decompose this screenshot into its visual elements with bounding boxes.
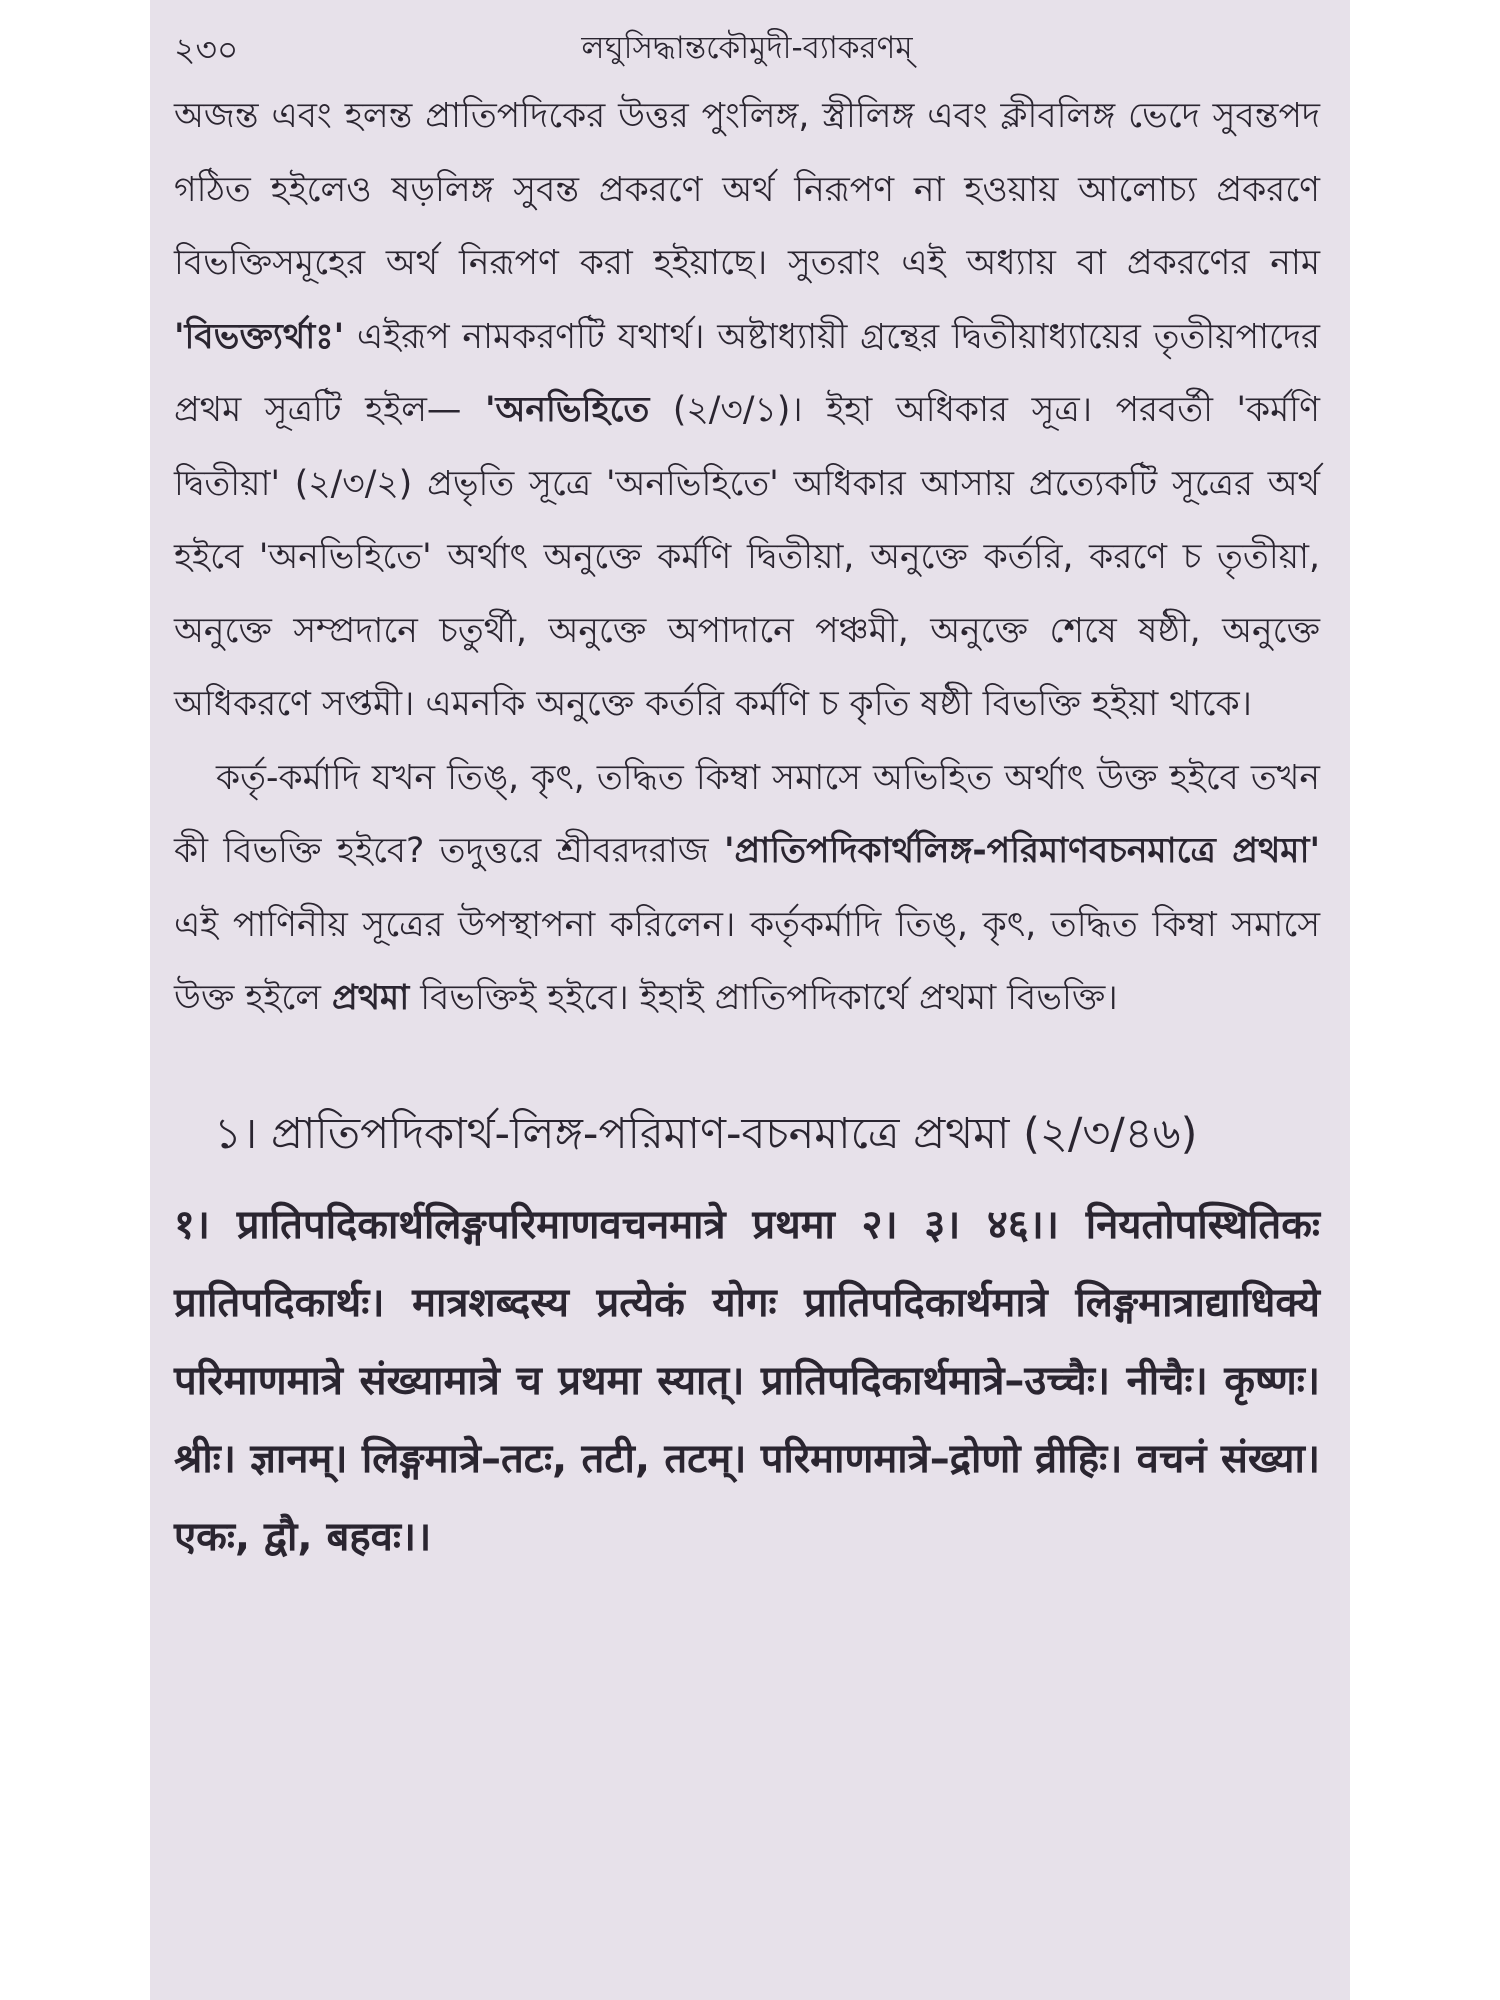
running-title: লঘুসিদ্ধান্তকৌমুদী-ব্যাকরণম্ [581,30,913,66]
paragraph-intro-text-1: অজন্ত এবং হলন্ত প্রাতিপদিকের উত্তর পুংলিঙ্গ, স্ত্রীলিঙ্গ এবং ক্লীবলিঙ্গ ভেদে সুবন্তপদ গঠিত হইলেও ষড়লিঙ্গ সুবন্ত প্রকরণে অর্থ নিরূপণ না হওয়ায় আলোচ্য প্রকরণে বিভক্তিসমূহের অর্থ নিরূপণ করা হইয়াছে। সুতরাং এই অধ্যায় বা প্রকরণের নাম [174,96,1320,283]
page-number: ২৩০ [174,30,239,69]
paragraph-explanation-text-3: বিভক্তিই হইবে। ইহাই প্রাতিপদিকার্থে প্রথমা বিভক্তি। [409,978,1118,1018]
sutra-heading: ১। প্রাতিপদিকার্থ-লিঙ্গ-পরিমাণ-বচনমাত্রে প্রথমা (২/৩/৪৬) [214,1108,1198,1159]
paragraph-intro-text-2: এইরূপ নামকরণটি যথার্থ। অষ্টাধ্যায়ী গ্রন্থের দ্বিতীয়াধ্যায়ের তৃতীয়পাদের প্রথম সূত্রটি হইল— [174,316,1320,430]
sanskrit-commentary: १। प्रातिपदिकार्थलिङ्गपरिमाणवचनमात्रे प्रथमा २। ३। ४६।। नियतोपस्थितिकः प्रातिपदिकार्थः। मात्रशब्दस्य प्रत्येकं योगः प्रातिपदिकार्थमात्रे लिङ्गमात्राद्याधिक्ये परिमाणमात्रे संख्यामात्रे च प्रथमा स्यात्। प्रातिपदिकार्थमात्रे–उच्चैः। नीचैः। कृष्णः। श्रीः। ज्ञानम्। लिङ्गमात्रे–तटः, तटी, तटम्। परिमाणमात्रे–द्रोणो व्रीहिः। वचनं संख्या। एकः, द्वौ, बहवः।। [174,1201,1320,1560]
paragraph-explanation-bold-1: 'প্রাতিপদিকার্থলিঙ্গ-পরিমাণবচনমাত্রে প্রথমা' [723,831,1321,871]
paragraph-explanation [174,742,1320,1036]
paragraph-explanation-text-1: কর্তৃ-কর্মাদি যখন তিঙ্, কৃৎ, তদ্ধিত কিম্বা সমাসে অভিহিত অর্থাৎ উক্ত হইবে তখন কী বিভক্তি হইবে? তদুত্তরে শ্রীবরদরাজ [174,757,1320,871]
paragraph-explanation-text-2: এই পাণিনীয় সূত্রের উপস্থাপনা করিলেন। কর্তৃকর্মাদি তিঙ্, কৃৎ, তদ্ধিত কিম্বা সমাসে উক্ত হইলে [174,904,1320,1018]
page-header [174,20,1320,80]
paragraph-intro-bold-1: 'বিভক্ত্যর্থাঃ' [174,316,345,357]
paragraph-intro-text-3: (২/৩/১)। ইহা অধিকার সূত্র। পরবর্তী 'কর্মণি দ্বিতীয়া' (২/৩/২) প্রভৃতি সূত্রে 'অনভিহিতে' অধিকার আসায় প্রত্যেকটি সূত্রের অর্থ হইবে 'অনভিহিতে' অর্থাৎ অনুক্তে কর্মণি দ্বিতীয়া, অনুক্তে কর্তরি, করণে চ তৃতীয়া, অনুক্তে সম্প্রদানে চতুর্থী, অনুক্তে অপাদানে পঞ্চমী, অনুক্তে শেষে ষষ্ঠী, অনুক্তে অধিকরণে সপ্তমী। এমনকি অনুক্তে কর্তরি কর্মণি চ কৃতি ষষ্ঠী বিভক্তি হইয়া থাকে। [174,390,1321,724]
book-page [150,0,1350,2000]
paragraph-intro [174,80,1320,742]
paragraph-intro-bold-2: 'অনভিহিতে [484,390,650,430]
paragraph-explanation-bold-2: প্রথমা [331,978,410,1018]
